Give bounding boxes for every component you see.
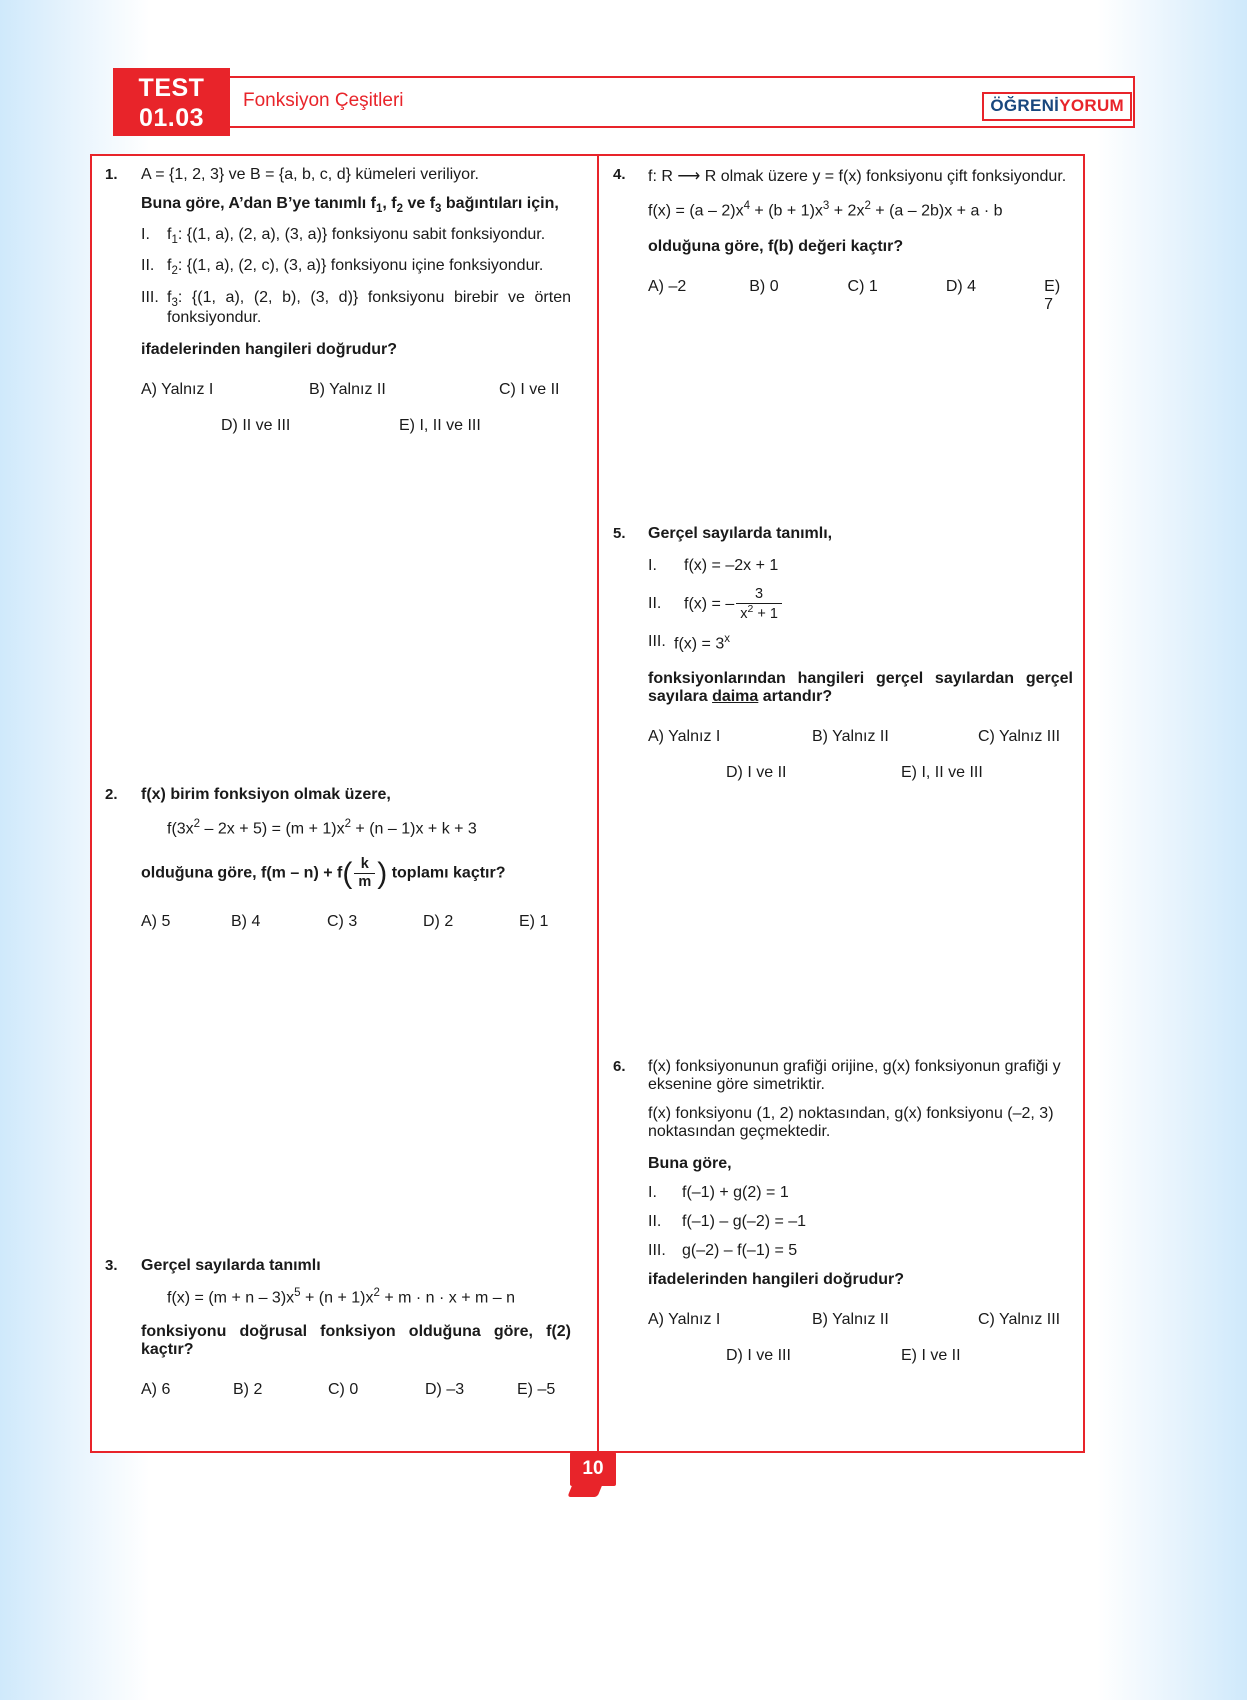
question-3-choice-c[interactable]: C) 0 bbox=[328, 1381, 359, 1399]
question-2-choice-e[interactable]: E) 1 bbox=[519, 912, 549, 930]
question-4-formula: $f(x) = (a - 2)x^4 + (b + 1)x^3 + 2x^2 + (a - 2b)x + a \cdot b$ bbox=[648, 200, 1003, 220]
question-5-body bbox=[648, 525, 1073, 782]
question-1-stem-2: Buna göre, A’dan B’ye tanımlı $f_1$, $f_2$ ve $f_3$ bağıntıları için, bbox=[141, 195, 559, 216]
fraction-k-over-m: $\frac{k}{m}$ bbox=[354, 856, 375, 890]
question-1-roman-2: II. $f_2$: {(1, a), (2, c), (3, a)} fonksiyonu içine fonksiyondur. bbox=[141, 257, 544, 278]
question-4-choice-b[interactable]: B) 0 bbox=[749, 278, 779, 296]
question-3-choice-b[interactable]: B) 2 bbox=[233, 1381, 263, 1399]
question-6-stem-2: f(x) fonksiyonu (1, 2) noktasından, g(x) fonksiyonu (–2, 3) noktasından geçmektedir. bbox=[648, 1105, 1054, 1140]
question-6-roman-1: I. f(–1) + g(2) = 1 bbox=[648, 1184, 789, 1201]
question-1-choice-b[interactable]: B) Yalnız II bbox=[309, 380, 386, 398]
question-6-choice-e[interactable]: E) I ve II bbox=[901, 1347, 961, 1364]
question-2-ask: olduğuna göre, f(m – n) + f( $\frac{k}{m}$ ) toplamı kaçtır? bbox=[141, 856, 506, 890]
brand-logo bbox=[982, 92, 1132, 121]
brand-part1: ÖĞRENİ bbox=[990, 96, 1060, 115]
question-2-number: 2. bbox=[105, 786, 118, 803]
question-6-choice-a[interactable]: A) Yalnız I bbox=[648, 1311, 721, 1328]
fraction-3-over-x2plus1: $\frac{3}{x^2 + 1}$ bbox=[736, 586, 782, 622]
paren-open: ( bbox=[342, 857, 353, 890]
question-2-formula: $f(3x^2 - 2x + 5) = (m + 1)x^2 + (n - 1)x + k + 3$ bbox=[167, 818, 477, 838]
question-1-choices-row-2 bbox=[141, 417, 571, 435]
test-label-line1: TEST bbox=[138, 74, 205, 102]
page-number-badge bbox=[570, 1452, 620, 1496]
question-1-ask: ifadelerinden hangileri doğrudur? bbox=[141, 340, 398, 358]
question-3-choice-e[interactable]: E) –5 bbox=[517, 1381, 556, 1399]
question-5-roman-2: II. f(x) = – $\frac{3}{x^2 + 1}$ bbox=[648, 586, 1073, 622]
question-5-choices-row-2 bbox=[648, 764, 1073, 782]
question-5-ask: fonksiyonlarından hangileri gerçel sayılardan gerçel sayılara daima artandır? bbox=[648, 669, 1073, 705]
question-6-stem-1: f(x) fonksiyonunun grafiği orijine, g(x) fonksiyonun grafiği y eksenine göre simetriktir. bbox=[648, 1058, 1061, 1093]
question-1-choice-e[interactable]: E) I, II ve III bbox=[399, 416, 481, 434]
brand-part2: YORUM bbox=[1059, 96, 1124, 115]
question-4-choice-e[interactable]: E) 7 bbox=[1044, 278, 1061, 314]
question-2-choice-d[interactable]: D) 2 bbox=[423, 912, 454, 930]
question-4-body bbox=[648, 166, 1073, 314]
question-5-choice-a[interactable]: A) Yalnız I bbox=[648, 727, 721, 745]
question-2-choice-b[interactable]: B) 4 bbox=[231, 912, 261, 930]
question-6-number: 6. bbox=[613, 1058, 626, 1075]
question-1-choice-d[interactable]: D) II ve III bbox=[221, 416, 291, 434]
question-3-ask: fonksiyonu doğrusal fonksiyon olduğuna göre, f(2) kaçtır? bbox=[141, 1323, 571, 1359]
question-2-choice-c[interactable]: C) 3 bbox=[327, 912, 358, 930]
question-3-choices-row-1 bbox=[141, 1381, 571, 1399]
question-6-body bbox=[648, 1058, 1073, 1365]
question-5-roman-1: I. f(x) = –2x + 1 bbox=[648, 557, 779, 574]
question-1-roman-3: III. $f_3$: {(1, a), (2, b), (3, d)} fonksiyonu birebir ve örten fonksiyondur. bbox=[141, 288, 571, 326]
question-3-choice-a[interactable]: A) 6 bbox=[141, 1381, 171, 1399]
question-4-choice-c[interactable]: C) 1 bbox=[847, 278, 878, 296]
question-3-number: 3. bbox=[105, 1257, 118, 1274]
question-3-body bbox=[141, 1257, 571, 1399]
question-6-roman-3: III. g(–2) – f(–1) = 5 bbox=[648, 1242, 798, 1259]
question-6-choice-d[interactable]: D) I ve III bbox=[726, 1347, 791, 1364]
question-5-number: 5. bbox=[613, 525, 626, 542]
question-6-roman-2: II. f(–1) – g(–2) = –1 bbox=[648, 1213, 807, 1230]
question-3-choice-d[interactable]: D) –3 bbox=[425, 1381, 465, 1399]
question-5-choice-d[interactable]: D) I ve II bbox=[726, 763, 787, 781]
test-badge bbox=[113, 68, 230, 136]
question-1-body bbox=[141, 166, 571, 435]
question-6-ask: ifadelerinden hangileri doğrudur? bbox=[648, 1271, 905, 1288]
question-6-choices-row-2 bbox=[648, 1347, 1073, 1365]
question-4-choices-row-1 bbox=[648, 278, 1073, 314]
page-title: Fonksiyon Çeşitleri bbox=[243, 90, 404, 111]
paren-close: ) bbox=[377, 857, 388, 890]
question-2-stem-1: f(x) birim fonksiyon olmak üzere, bbox=[141, 786, 391, 803]
question-4-choice-d[interactable]: D) 4 bbox=[945, 278, 977, 296]
question-4-stem-1: f: R ⟶ R olmak üzere y = f(x) fonksiyonu çift fonksiyondur. bbox=[648, 168, 1067, 185]
question-1-number: 1. bbox=[105, 166, 118, 183]
question-5-stem-1: Gerçel sayılarda tanımlı, bbox=[648, 525, 833, 542]
question-5-choices-row-1 bbox=[648, 728, 1073, 746]
question-1-choices-row-1 bbox=[141, 381, 571, 399]
question-3-stem-1: Gerçel sayılarda tanımlı bbox=[141, 1257, 321, 1274]
question-6-choice-b[interactable]: B) Yalnız II bbox=[812, 1311, 889, 1328]
question-3-formula: $f(x) = (m + n - 3)x^5 + (n + 1)x^2 + m \cdot n \cdot x + m - n$ bbox=[167, 1287, 516, 1307]
question-2-choices-row-1 bbox=[141, 913, 571, 931]
question-5-ask-emphasis: daima bbox=[712, 687, 759, 705]
question-1-choice-c[interactable]: C) I ve II bbox=[499, 380, 560, 398]
question-5-roman-3: III. $f(x) = 3^x$ bbox=[648, 633, 730, 653]
test-label-line2: 01.03 bbox=[138, 104, 205, 132]
question-1-choice-a[interactable]: A) Yalnız I bbox=[141, 380, 214, 398]
question-5-choice-e[interactable]: E) I, II ve III bbox=[901, 763, 983, 781]
question-5-choice-b[interactable]: B) Yalnız II bbox=[812, 727, 889, 745]
question-5-choice-c[interactable]: C) Yalnız III bbox=[978, 727, 1061, 745]
question-6-stem-3: Buna göre, bbox=[648, 1155, 732, 1172]
question-4-ask: olduğuna göre, f(b) değeri kaçtır? bbox=[648, 238, 904, 256]
page-number: 10 bbox=[570, 1452, 616, 1486]
question-1-roman-1: I. $f_1$: {(1, a), (2, a), (3, a)} fonksiyonu sabit fonksiyondur. bbox=[141, 226, 546, 247]
question-4-number: 4. bbox=[613, 166, 626, 183]
question-4-choice-a[interactable]: A) –2 bbox=[648, 278, 687, 296]
question-1-stem-1: A = {1, 2, 3} ve B = {a, b, c, d} kümeleri veriliyor. bbox=[141, 166, 479, 183]
question-2-choice-a[interactable]: A) 5 bbox=[141, 912, 171, 930]
question-2-body bbox=[141, 786, 571, 931]
question-6-choice-c[interactable]: C) Yalnız III bbox=[978, 1311, 1061, 1328]
column-divider bbox=[597, 154, 599, 1453]
question-6-choices-row-1 bbox=[648, 1311, 1073, 1329]
